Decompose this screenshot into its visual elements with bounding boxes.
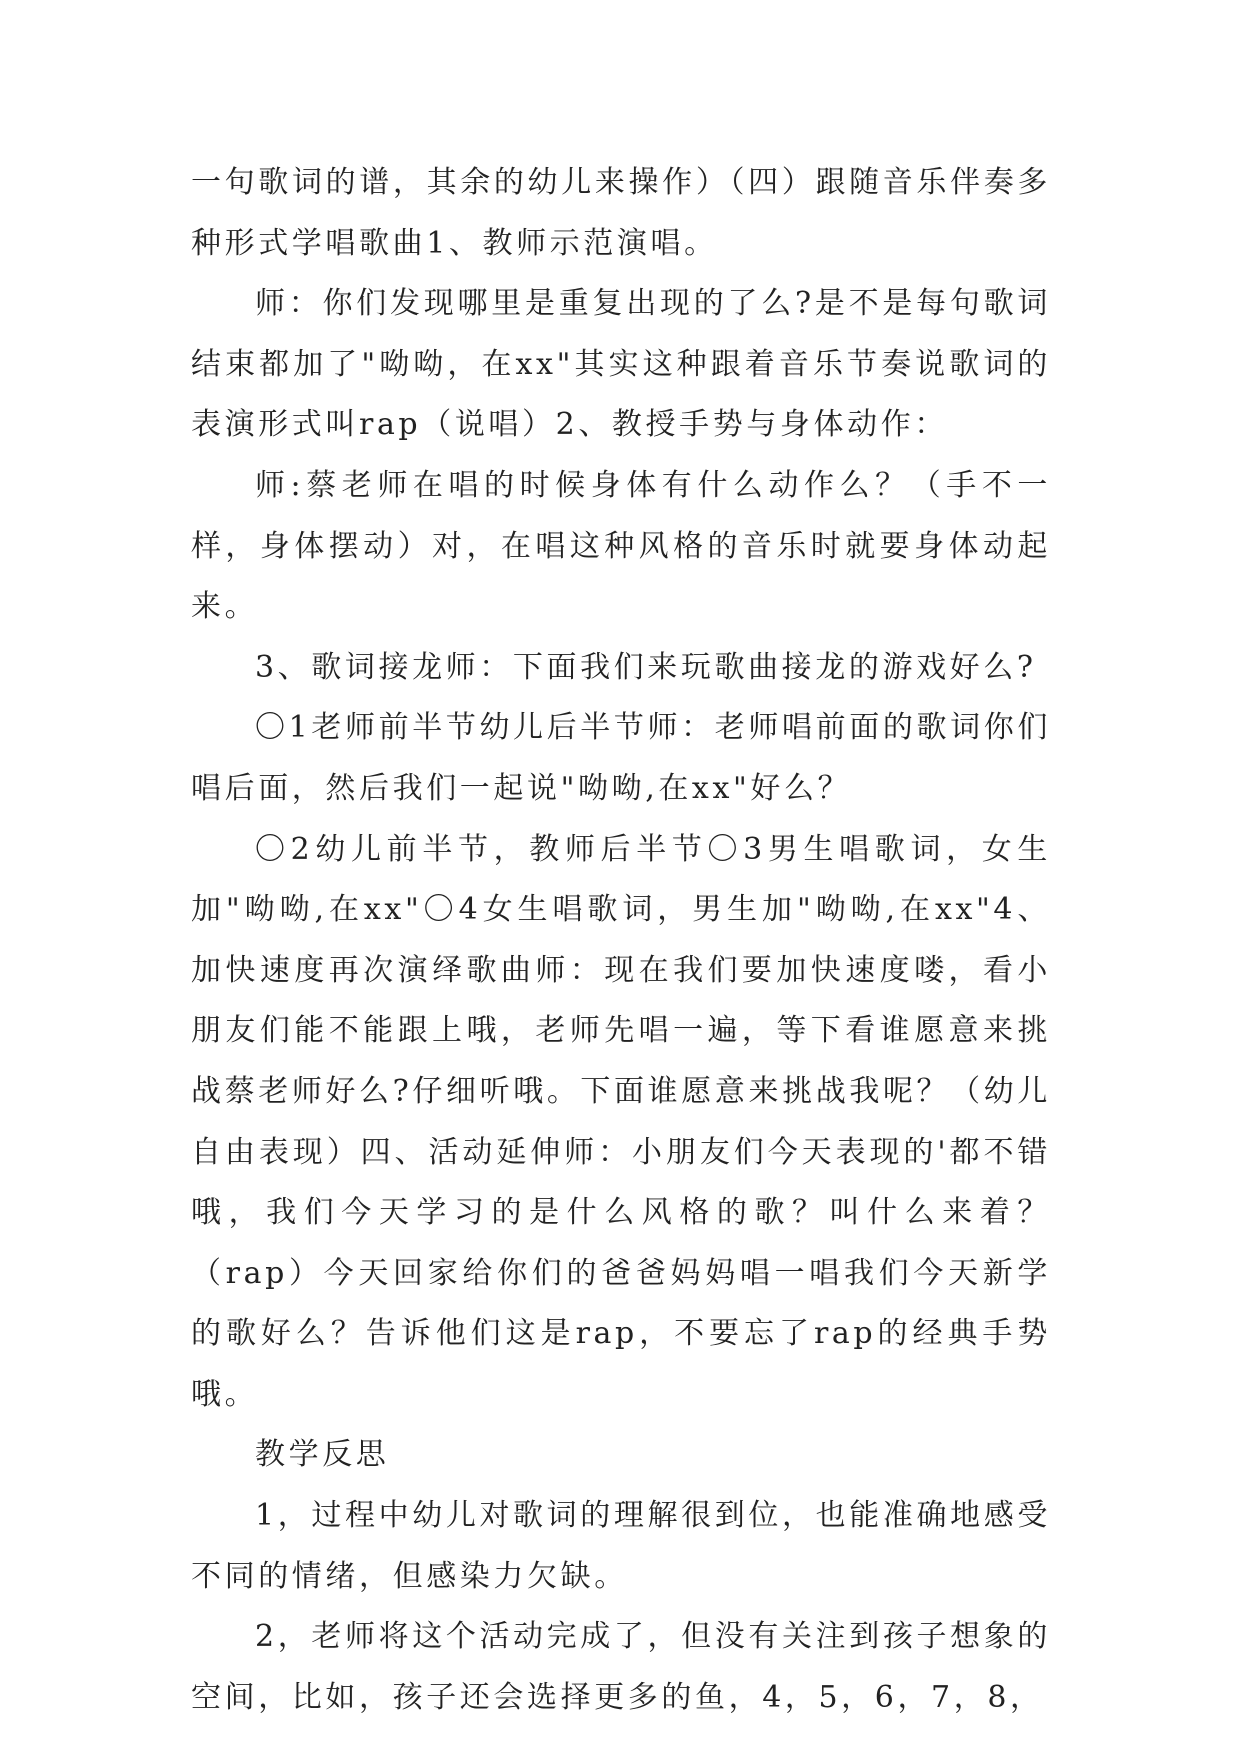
paragraph-8: 1，过程中幼儿对歌词的理解很到位，也能准确地感受不同的情绪，但感染力欠缺。 [191, 1498, 1051, 1594]
paragraph-5: 〇1老师前半节幼儿后半节师：老师唱前面的歌词你们唱后面，然后我们一起说"呦呦,在xx"好么？ [191, 710, 1051, 806]
paragraph-2: 师：你们发现哪里是重复出现的了么?是不是每句歌词结束都加了"呦呦，在xx"其实这种跟着音乐节奏说歌词的表演形式叫rap（说唱）2、教授手势与身体动作： [191, 286, 1051, 443]
document-body [191, 153, 1051, 1728]
paragraph-6: 〇2幼儿前半节，教师后半节〇3男生唱歌词，女生加"呦呦,在xx"〇4女生唱歌词，男生加"呦呦,在xx"4、加快速度再次演绎歌曲师：现在我们要加快速度喽，看小朋友们能不能跟上哦，老师先唱一遍，等下看谁愿意来挑战蔡老师好么?仔细听哦。下面谁愿意来挑战我呢？（幼儿自由表现）四、活动延伸师：小朋友们今天表现的'都不错哦，我们今天学习的是什么风格的歌？叫什么来着？（rap）今天回家给你们的爸爸妈妈唱一唱我们今天新学的歌好么？告诉他们这是rap，不要忘了rap的经典手势哦。 [191, 831, 1051, 1412]
paragraph-3: 师:蔡老师在唱的时候身体有什么动作么？（手不一样，身体摆动）对，在唱这种风格的音乐时就要身体动起来。 [191, 467, 1051, 625]
paragraph-1: 一句歌词的谱，其余的幼儿来操作）（四）跟随音乐伴奏多种形式学唱歌曲1、教师示范演唱。 [191, 165, 1051, 261]
paragraph-9: 2，老师将这个活动完成了，但没有关注到孩子想象的空间，比如，孩子还会选择更多的鱼，4，5，6，7，8， [191, 1619, 1051, 1715]
section-heading-teaching-reflection: 教学反思 [255, 1437, 390, 1473]
paragraph-4: 3、歌词接龙师：下面我们来玩歌曲接龙的游戏好么? [255, 649, 1037, 685]
